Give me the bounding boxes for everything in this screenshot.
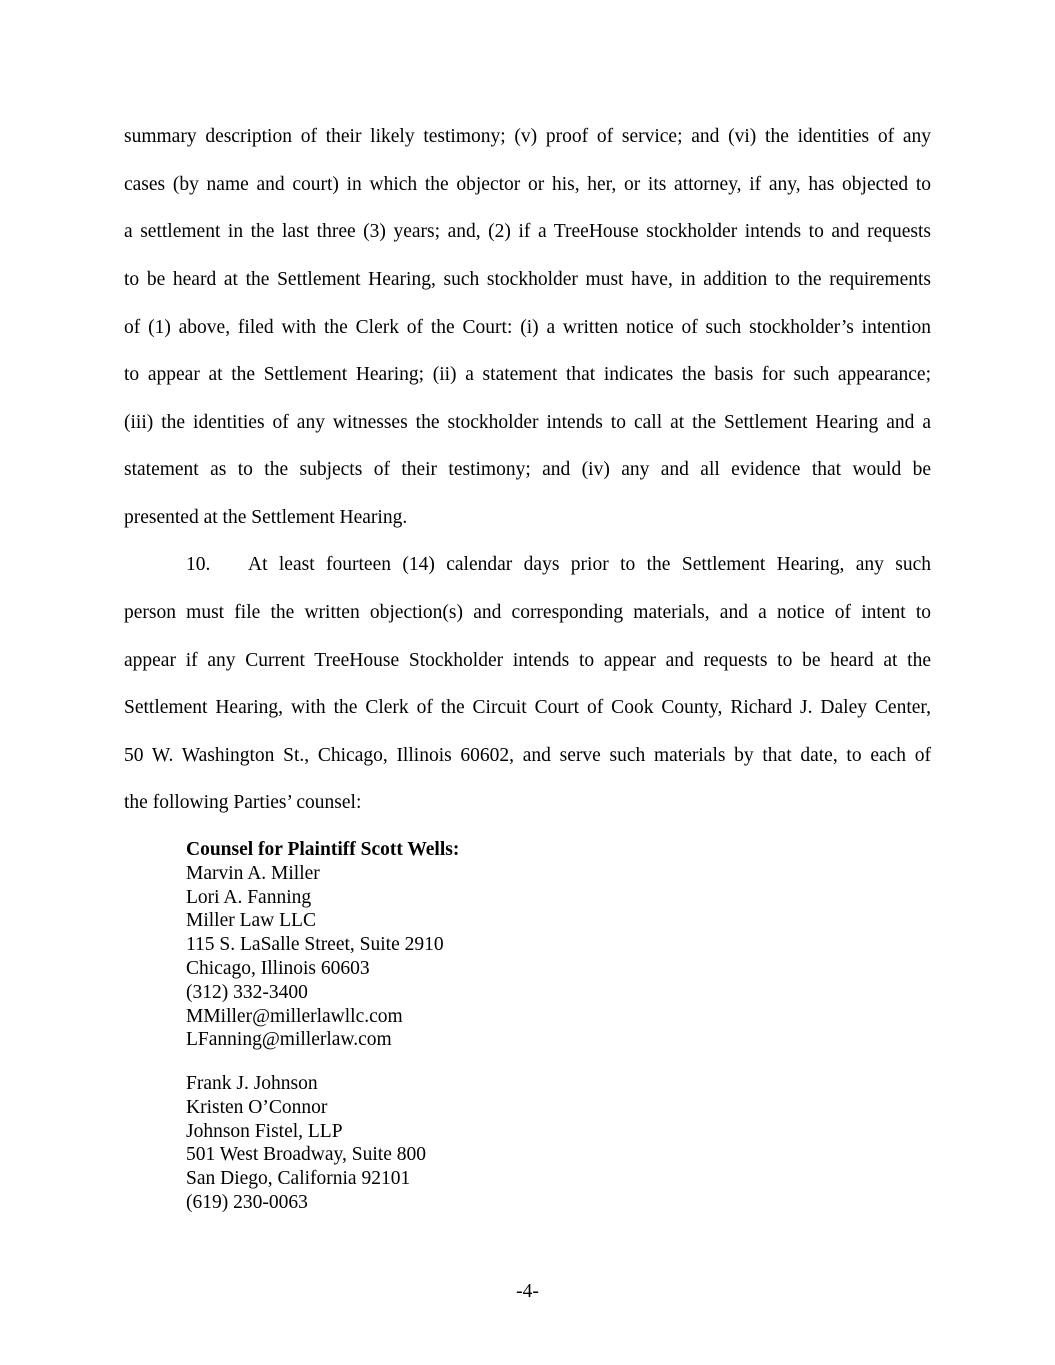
paragraph-line: statement as to the subjects of their testimony; and (iv) any and all evidence that would be: [124, 459, 931, 480]
counsel-phone: (312) 332-3400: [186, 981, 308, 1003]
counsel-email: MMiller@millerlawllc.com: [186, 1005, 403, 1027]
page-number: -4-: [516, 1281, 539, 1302]
counsel-heading: Counsel for Plaintiff Scott Wells:: [186, 839, 460, 860]
counsel-firm: Johnson Fistel, LLP: [186, 1120, 343, 1142]
counsel-address: 501 West Broadway, Suite 800: [186, 1144, 426, 1166]
counsel-city: San Diego, California 92101: [186, 1168, 411, 1190]
paragraph-line: to be heard at the Settlement Hearing, such stockholder must have, in addition to the requirements: [124, 269, 931, 290]
paragraph-line: the following Parties’ counsel:: [124, 792, 362, 813]
paragraph-10-first-line-text: At least fourteen (14) calendar days prior to the Settlement Hearing, any such: [248, 554, 931, 575]
counsel-name: Frank J. Johnson: [186, 1073, 318, 1094]
counsel-name: Lori A. Fanning: [186, 886, 312, 908]
paragraph-line: 50 W. Washington St., Chicago, Illinois 60602, and serve such materials by that date, to each of: [124, 745, 931, 766]
paragraph-line: summary description of their likely testimony; (v) proof of service; and (vi) the identities of any: [124, 126, 931, 147]
paragraph-line: to appear at the Settlement Hearing; (ii) a statement that indicates the basis for such appearance;: [124, 364, 931, 385]
paragraph-line: cases (by name and court) in which the objector or his, her, or its attorney, if any, has objected to: [124, 174, 931, 195]
counsel-name: Kristen O’Connor: [186, 1096, 328, 1118]
counsel-email: LFanning@millerlaw.com: [186, 1029, 392, 1051]
paragraph-line: a settlement in the last three (3) years; and, (2) if a TreeHouse stockholder intends to and requests: [124, 221, 931, 242]
counsel-block-plaintiff: [186, 838, 459, 1052]
counsel-address: 115 S. LaSalle Street, Suite 2910: [186, 934, 444, 956]
counsel-firm: Miller Law LLC: [186, 910, 316, 932]
paragraph-line: of (1) above, filed with the Clerk of the Court: (i) a written notice of such stockholder’s intention: [124, 317, 931, 338]
paragraph-line: appear if any Current TreeHouse Stockholder intends to appear and requests to be heard at the: [124, 650, 931, 671]
paragraph-number: 10.: [186, 554, 211, 575]
paragraph-line: Settlement Hearing, with the Clerk of the Circuit Court of Cook County, Richard J. Daley Center,: [124, 697, 931, 718]
paragraph-line: (iii) the identities of any witnesses the stockholder intends to call at the Settlement Hearing and a: [124, 412, 931, 433]
counsel-city: Chicago, Illinois 60603: [186, 957, 370, 979]
paragraph-line: presented at the Settlement Hearing.: [124, 507, 408, 528]
counsel-name: Marvin A. Miller: [186, 862, 320, 884]
counsel-block-johnson: [186, 1072, 426, 1215]
paragraph-line: person must file the written objection(s) and corresponding materials, and a notice of intent to: [124, 602, 931, 623]
paragraph-10-first-line: [186, 553, 931, 577]
counsel-phone: (619) 230-0063: [186, 1191, 308, 1213]
